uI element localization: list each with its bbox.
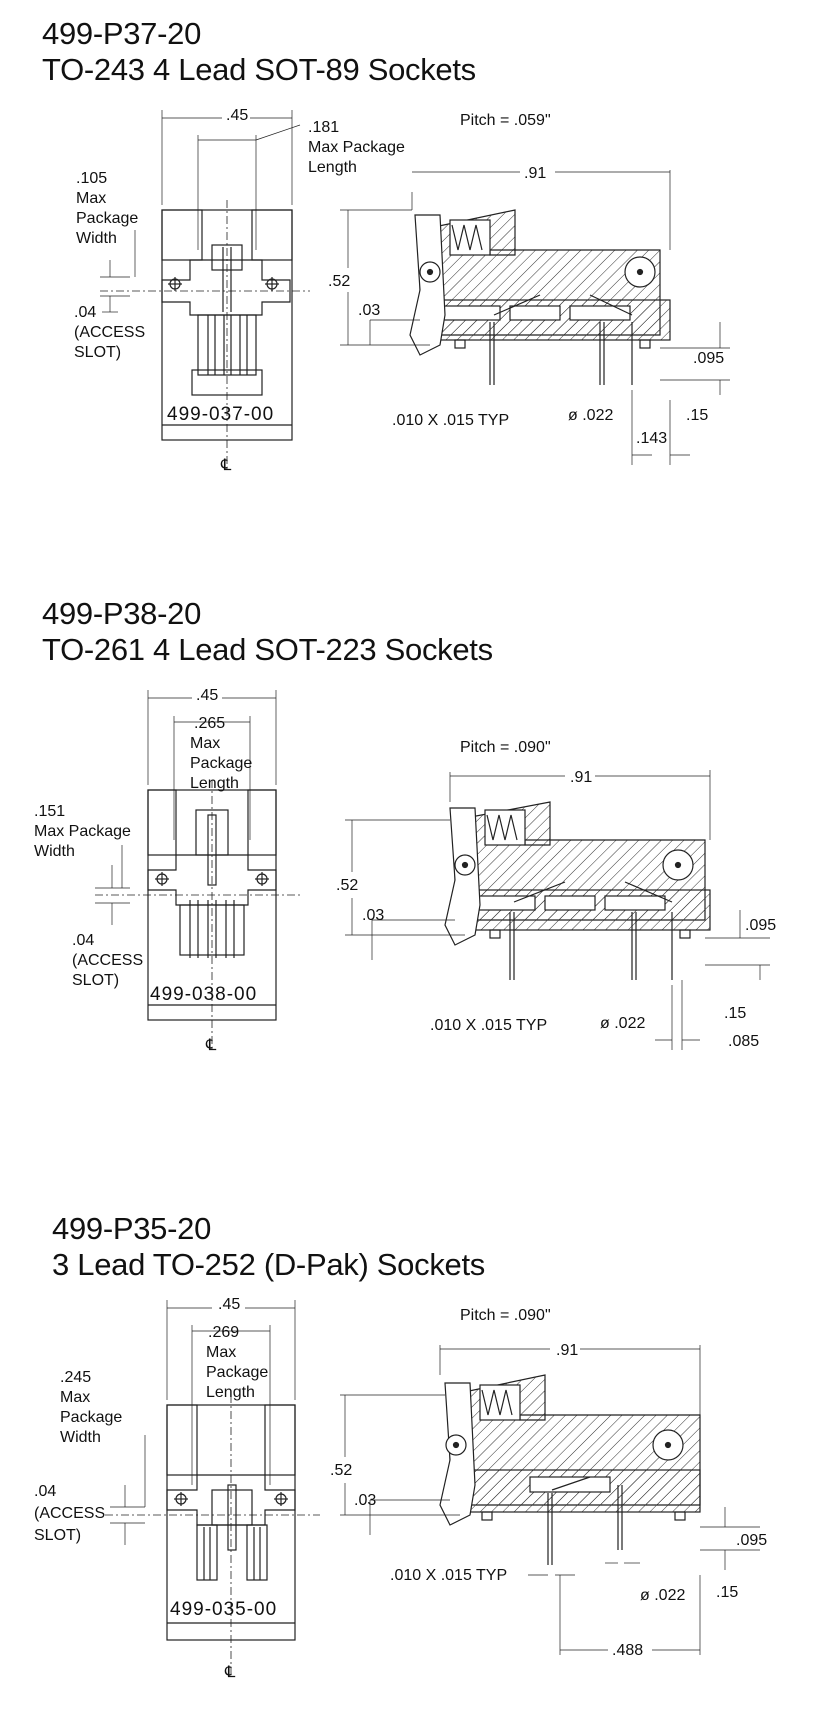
drawing-area (0, 1245, 820, 1733)
lead-length-label: .15 (686, 407, 709, 424)
package-length-label: Length (308, 159, 357, 176)
side-view-drawing (345, 770, 770, 1050)
socket-description: TO-261 4 Lead SOT-223 Sockets (42, 632, 493, 667)
access-slot-value: .04 (74, 304, 97, 321)
access-slot-label: (ACCESS (72, 952, 144, 969)
access-slot-label: (ACCESS (34, 1505, 106, 1522)
overall-width-label: .45 (218, 1296, 241, 1313)
diameter-label: ø .022 (600, 1015, 646, 1032)
pitch-label: Pitch = .059" (460, 112, 551, 129)
base-height-label: .03 (354, 1492, 377, 1509)
lead-length-label: .15 (716, 1584, 739, 1601)
lead-offset-label: .095 (736, 1532, 768, 1549)
side-view-drawing (340, 1345, 760, 1655)
package-length-label: Package (206, 1364, 269, 1381)
package-length-label: Max Package (308, 139, 405, 156)
package-width-label: Width (76, 230, 117, 247)
package-width-value: .151 (34, 803, 66, 820)
package-length-label: Package (190, 755, 253, 772)
package-width-label: Package (60, 1409, 123, 1426)
lead-length-label: .15 (724, 1005, 747, 1022)
part-number-title: 499-P38-20 (42, 596, 202, 631)
socket-description: TO-243 4 Lead SOT-89 Sockets (42, 52, 476, 87)
access-slot-label: SLOT) (72, 972, 120, 989)
socket-description: 3 Lead TO-252 (D-Pak) Sockets (52, 1247, 485, 1282)
access-slot-label: (ACCESS (74, 324, 146, 341)
package-length-label: Max (190, 735, 221, 752)
package-length-label: Max (206, 1344, 237, 1361)
pitch-label: Pitch = .090" (460, 1307, 551, 1324)
lead-offset-label: .095 (745, 917, 777, 934)
overall-width-label: .45 (196, 687, 219, 704)
package-length-label: Length (206, 1384, 255, 1401)
height-label: .52 (330, 1462, 353, 1479)
centerline-symbol: ℄ (225, 1664, 236, 1681)
package-length-value: .269 (208, 1324, 240, 1341)
height-label: .52 (328, 273, 351, 290)
socket-section-2 (0, 580, 820, 1120)
access-slot-label: SLOT) (74, 344, 122, 361)
package-width-label: Max (60, 1389, 91, 1406)
diameter-label: ø .022 (568, 407, 614, 424)
pitch-label: Pitch = .090" (460, 739, 551, 756)
package-width-value: .105 (76, 170, 108, 187)
package-length-value: .181 (308, 119, 340, 136)
diameter-label: ø .022 (640, 1587, 686, 1604)
package-length-label: Length (190, 775, 239, 792)
centerline-symbol: ℄ (206, 1037, 217, 1054)
socket-section-3 (0, 1195, 820, 1733)
package-width-label: Width (60, 1429, 101, 1446)
overall-width-label: .45 (226, 107, 249, 124)
drawing-area (0, 50, 820, 520)
height-label: .52 (336, 877, 359, 894)
base-height-label: .03 (358, 302, 381, 319)
access-slot-value: .04 (72, 932, 95, 949)
end-offset-label: .488 (612, 1642, 644, 1659)
drawing-area (0, 630, 820, 1100)
overall-length-label: .91 (570, 769, 593, 786)
package-width-label: Package (76, 210, 139, 227)
package-width-label: Width (34, 843, 75, 860)
socket-section-1 (0, 0, 820, 520)
lead-size-label: .010 X .015 TYP (430, 1017, 548, 1034)
part-marking: 499-037-00 (167, 404, 275, 425)
end-offset-label: .143 (636, 430, 668, 447)
package-width-value: .245 (60, 1369, 92, 1386)
access-slot-value: .04 (34, 1483, 57, 1500)
part-number-title: 499-P37-20 (42, 16, 202, 51)
lead-size-label: .010 X .015 TYP (390, 1567, 508, 1584)
part-marking: 499-035-00 (170, 1599, 278, 1620)
lead-offset-label: .095 (693, 350, 725, 367)
part-number-title: 499-P35-20 (52, 1211, 212, 1246)
package-width-label: Max Package (34, 823, 131, 840)
overall-length-label: .91 (524, 165, 547, 182)
overall-length-label: .91 (556, 1342, 579, 1359)
access-slot-label: SLOT) (34, 1527, 82, 1544)
part-marking: 499-038-00 (150, 984, 258, 1005)
package-length-value: .265 (194, 715, 226, 732)
end-offset-label: .085 (728, 1033, 760, 1050)
base-height-label: .03 (362, 907, 385, 924)
package-width-label: Max (76, 190, 107, 207)
centerline-symbol: ℄ (221, 457, 232, 474)
lead-size-label: .010 X .015 TYP (392, 412, 510, 429)
